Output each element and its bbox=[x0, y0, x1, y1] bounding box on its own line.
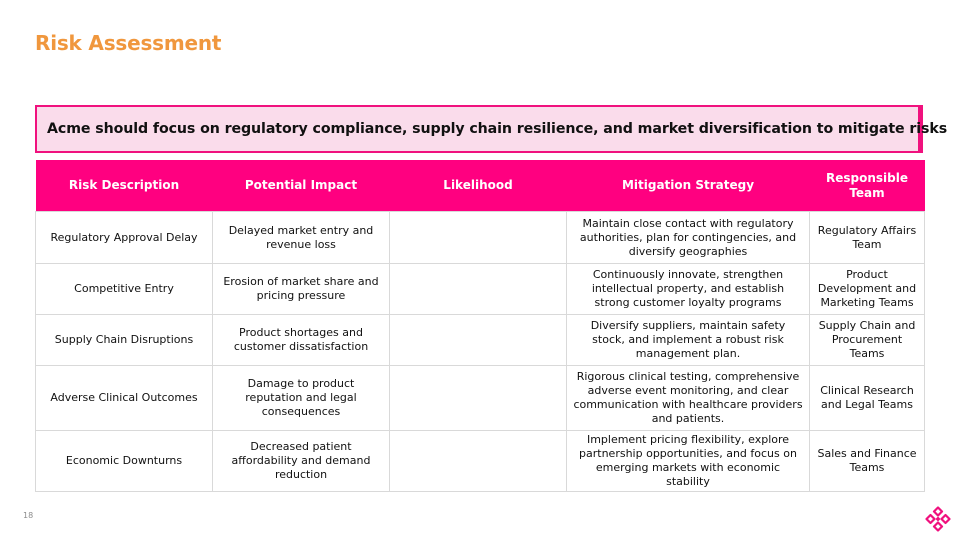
mitigation-strategy-cell: Implement pricing flexibility, explore partnership opportunities, and focus on emerging markets with economic stability bbox=[567, 431, 810, 492]
key-message-text: Acme should focus on regulatory compliance, supply chain resilience, and market diversification to mitigate risks bbox=[47, 121, 948, 137]
risk-assessment-table bbox=[35, 160, 925, 492]
mitigation-strategy-cell: Maintain close contact with regulatory authorities, plan for contingencies, and diversify geographies bbox=[567, 212, 810, 264]
header-responsible-team: Responsible Team bbox=[810, 160, 925, 212]
risk-description-cell: Competitive Entry bbox=[36, 264, 213, 315]
responsible-team-cell: Regulatory Affairs Team bbox=[810, 212, 925, 264]
likelihood-cell bbox=[390, 366, 567, 431]
responsible-team-cell: Clinical Research and Legal Teams bbox=[810, 366, 925, 431]
responsible-team-cell: Supply Chain and Procurement Teams bbox=[810, 315, 925, 366]
table-row bbox=[36, 212, 925, 264]
responsible-team-cell: Sales and Finance Teams bbox=[810, 431, 925, 492]
potential-impact-cell: Product shortages and customer dissatisfaction bbox=[213, 315, 390, 366]
likelihood-cell bbox=[390, 212, 567, 264]
risk-description-cell: Supply Chain Disruptions bbox=[36, 315, 213, 366]
slide-title: Risk Assessment bbox=[35, 31, 222, 55]
likelihood-cell bbox=[390, 264, 567, 315]
table-row bbox=[36, 431, 925, 492]
potential-impact-cell: Decreased patient affordability and demand reduction bbox=[213, 431, 390, 492]
header-potential-impact: Potential Impact bbox=[213, 160, 390, 212]
header-risk-description: Risk Description bbox=[36, 160, 213, 212]
table-header-row bbox=[36, 160, 925, 212]
table-row bbox=[36, 366, 925, 431]
potential-impact-cell: Delayed market entry and revenue loss bbox=[213, 212, 390, 264]
table-row bbox=[36, 264, 925, 315]
potential-impact-cell: Erosion of market share and pricing pressure bbox=[213, 264, 390, 315]
mitigation-strategy-cell: Diversify suppliers, maintain safety stock, and implement a robust risk management plan. bbox=[567, 315, 810, 366]
header-likelihood: Likelihood bbox=[390, 160, 567, 212]
responsible-team-cell: Product Development and Marketing Teams bbox=[810, 264, 925, 315]
likelihood-cell bbox=[390, 315, 567, 366]
likelihood-cell bbox=[390, 431, 567, 492]
page-number: 18 bbox=[23, 511, 34, 520]
risk-description-cell: Regulatory Approval Delay bbox=[36, 212, 213, 264]
mitigation-strategy-cell: Continuously innovate, strengthen intellectual property, and establish strong customer loyalty programs bbox=[567, 264, 810, 315]
pink-diamond-cluster-logo-icon bbox=[925, 506, 951, 532]
key-message-callout bbox=[35, 105, 948, 153]
risk-description-cell: Economic Downturns bbox=[36, 431, 213, 492]
potential-impact-cell: Damage to product reputation and legal consequences bbox=[213, 366, 390, 431]
header-mitigation-strategy: Mitigation Strategy bbox=[567, 160, 810, 212]
table-row bbox=[36, 315, 925, 366]
risk-description-cell: Adverse Clinical Outcomes bbox=[36, 366, 213, 431]
mitigation-strategy-cell: Rigorous clinical testing, comprehensive adverse event monitoring, and clear communication with healthcare providers and patients. bbox=[567, 366, 810, 431]
